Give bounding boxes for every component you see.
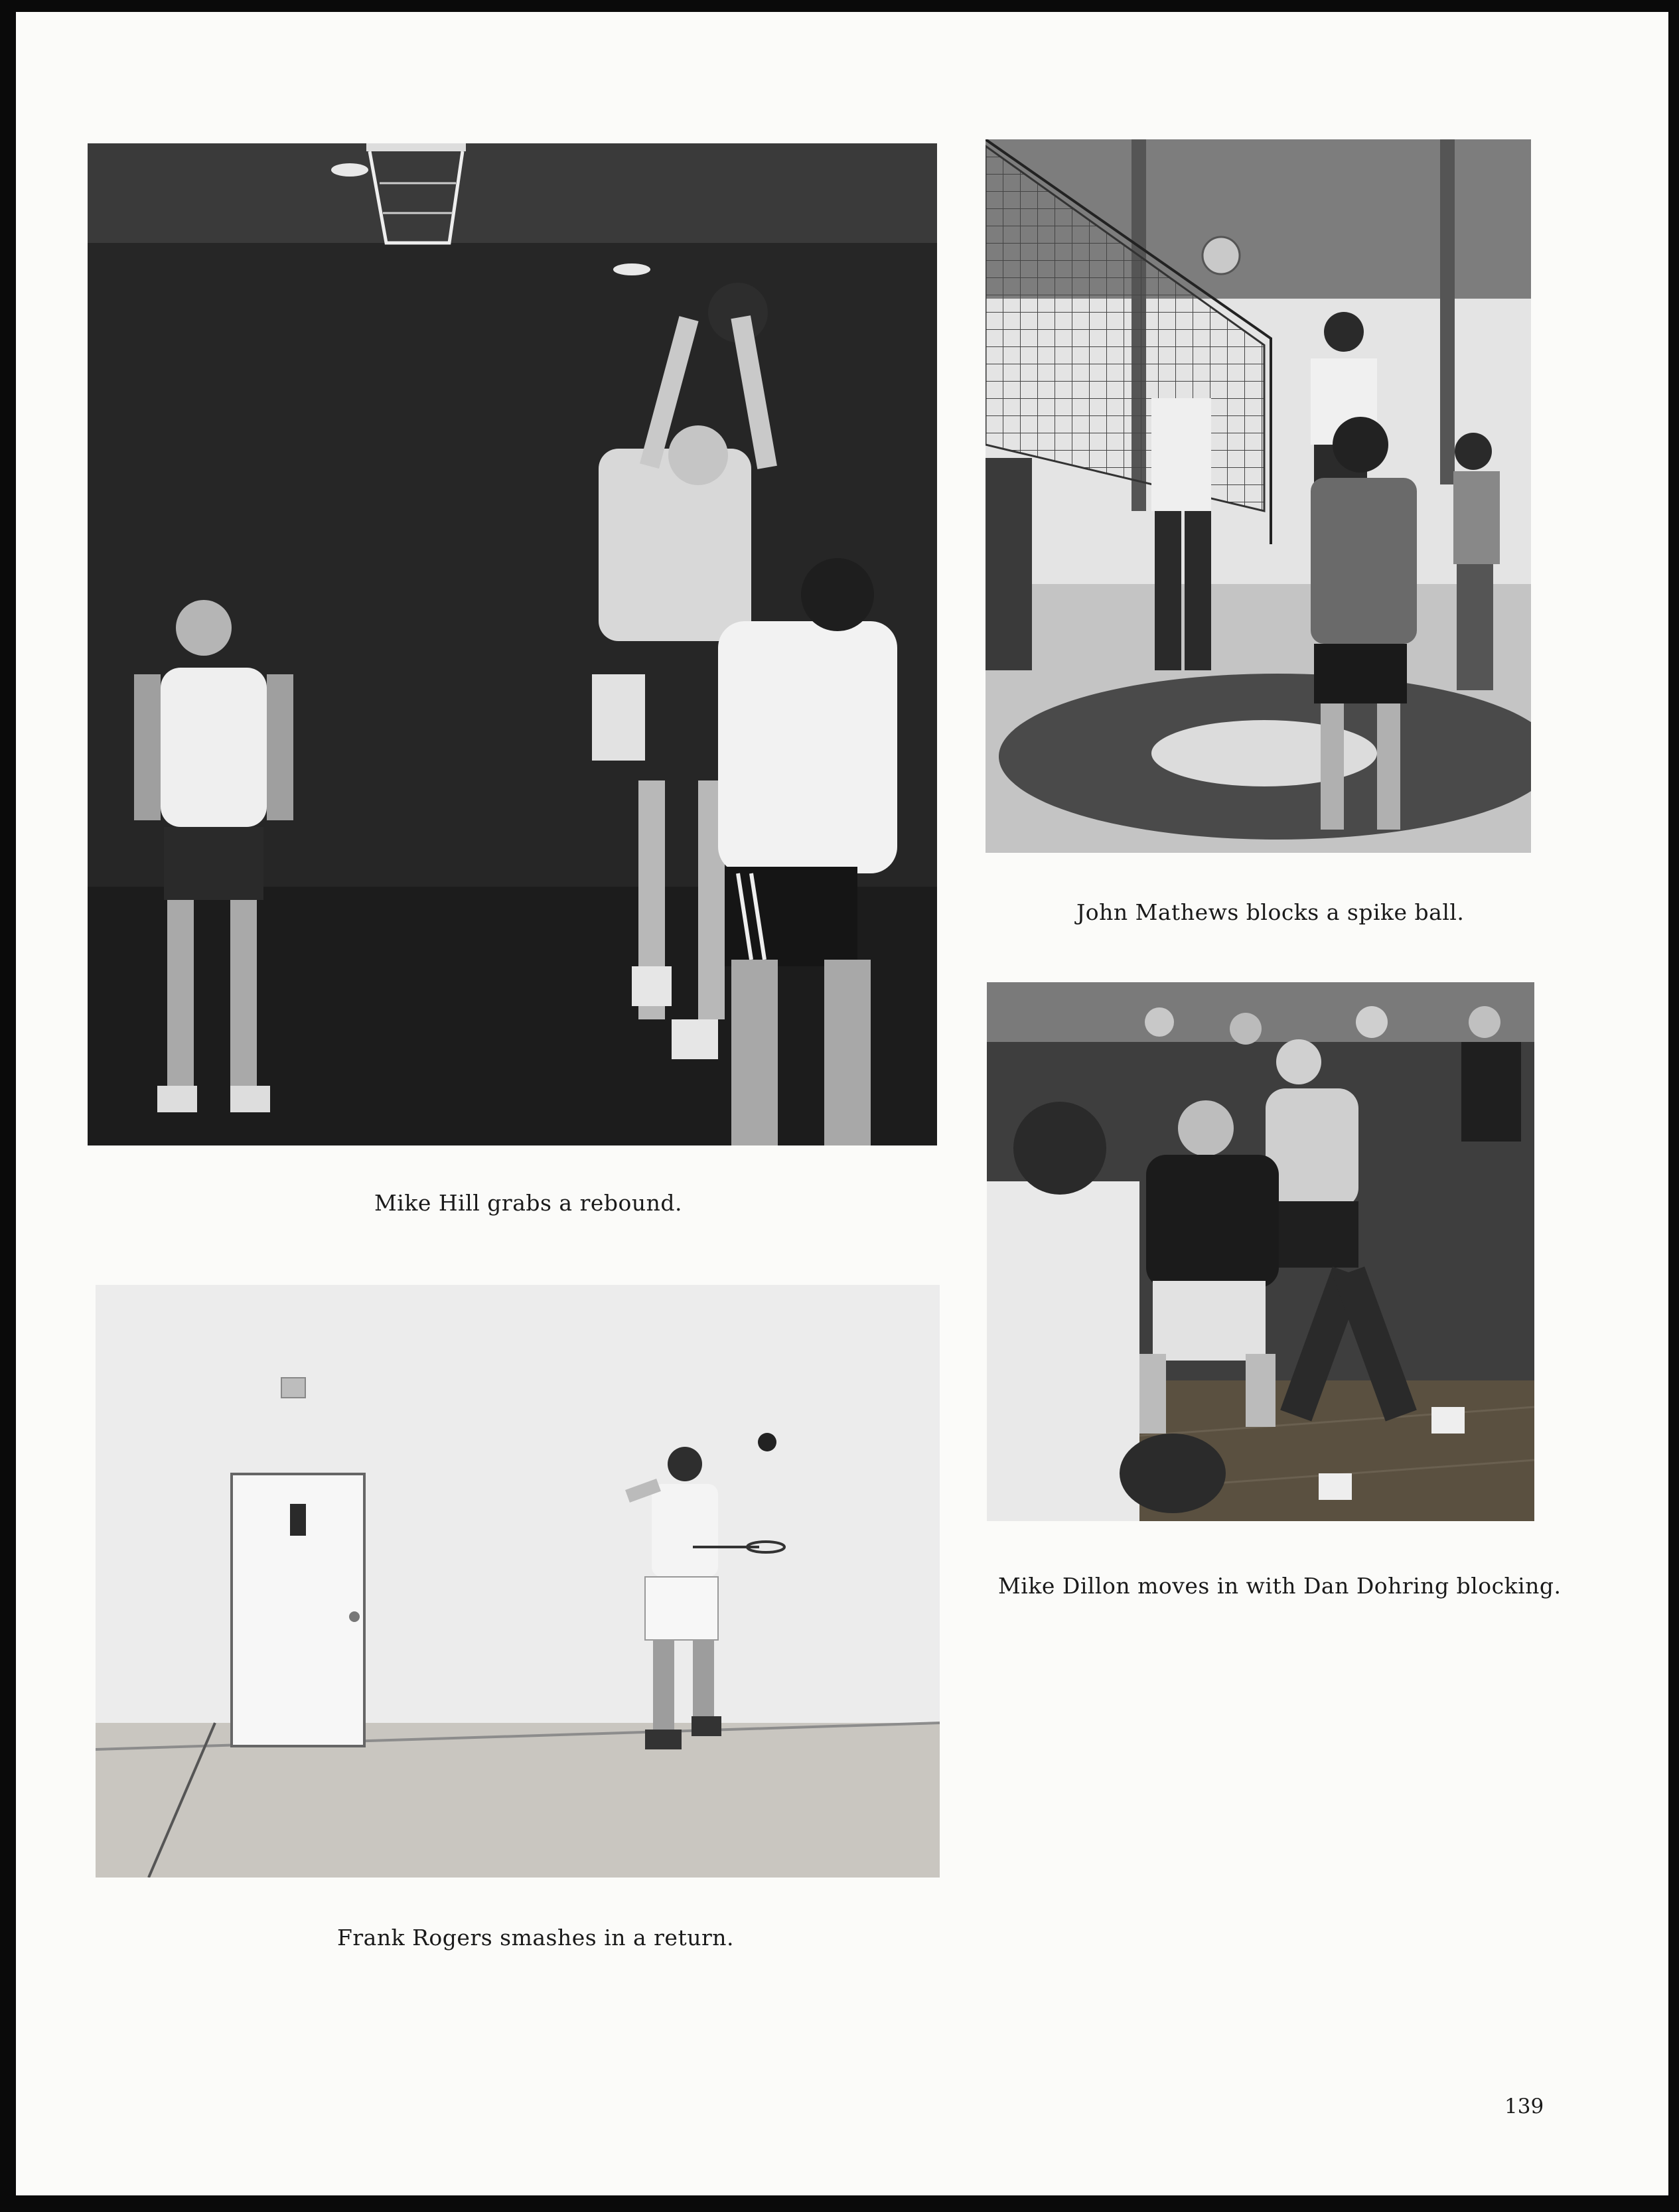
basketball-caption: Mike Hill grabs a rebound. — [374, 1190, 682, 1216]
volleyball-photo — [986, 139, 1531, 853]
volleyball-caption: John Mathews blocks a spike ball. — [1076, 899, 1465, 925]
racquetball-photo — [96, 1285, 940, 1878]
basketball-photo — [88, 143, 937, 1145]
yearbook-page — [16, 12, 1668, 2195]
scrimmage-caption: Mike Dillon moves in with Dan Dohring blocking. — [998, 1573, 1562, 1599]
racquetball-caption: Frank Rogers smashes in a return. — [337, 1925, 734, 1951]
page-number: 139 — [1504, 2095, 1544, 2118]
scrimmage-photo — [987, 982, 1534, 1521]
